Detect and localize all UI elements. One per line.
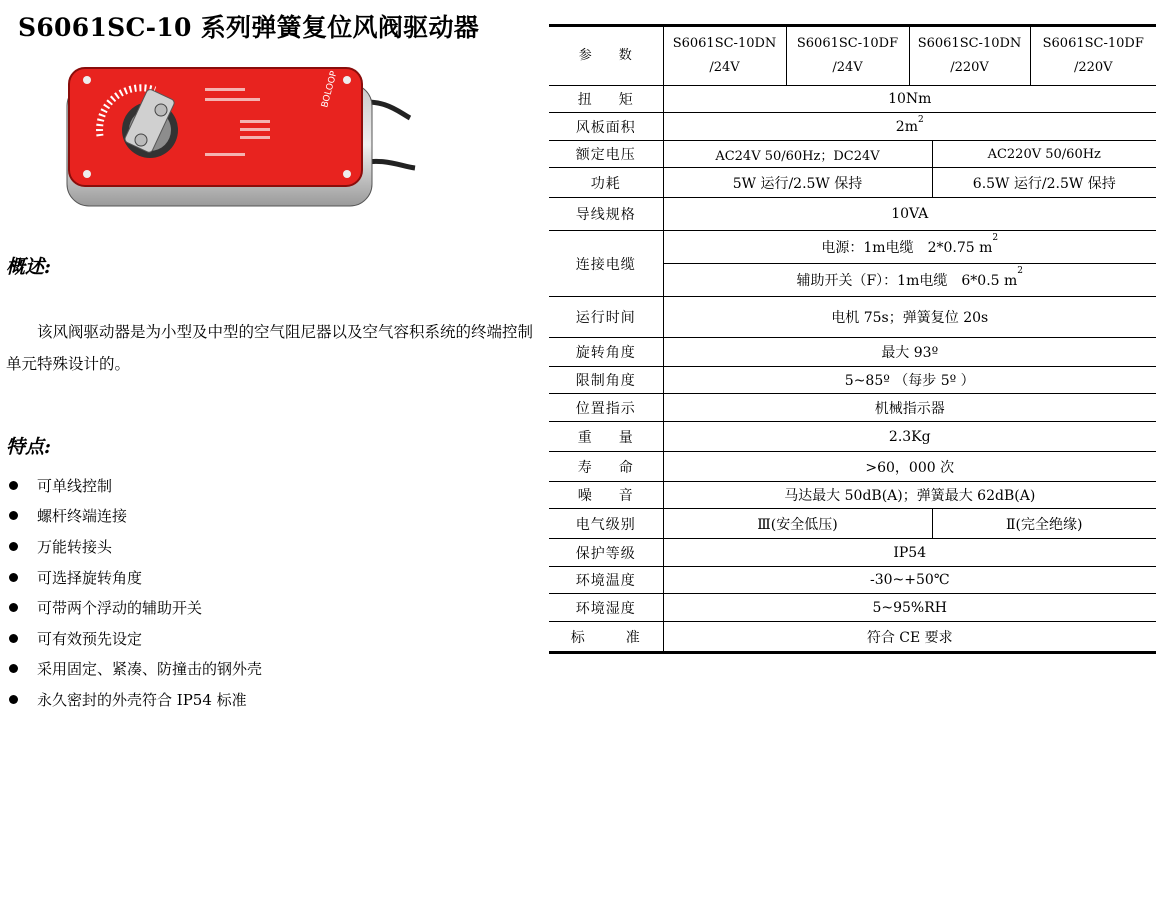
feature-item: 采用固定、紧凑、防撞击的钢外壳	[6, 654, 262, 685]
spec-row-env-humidity: 环境湿度 5~95%RH	[549, 594, 1156, 622]
model-header: S6061SC-10DF /220V	[1030, 26, 1156, 86]
bullet-icon	[9, 695, 18, 704]
feature-item: 螺杆终端连接	[6, 501, 262, 532]
model-header: S6061SC-10DN /24V	[663, 26, 786, 86]
spec-table	[549, 24, 1156, 654]
feature-item: 可选择旋转角度	[6, 562, 262, 593]
spec-header-row	[549, 26, 1156, 86]
spec-row-run-time: 运行时间 电机 75s；弹簧复位 20s	[549, 297, 1156, 338]
spec-row-limit: 限制角度 5~85º （每步 5º ）	[549, 367, 1156, 394]
spec-row-rotation: 旋转角度 最大 93º	[549, 338, 1156, 367]
spec-row-cable-2: 辅助开关（F）：1m电缆 6*0.5 $m^2$	[549, 264, 1156, 297]
spec-row-electric-class: 电气级别 Ⅲ(安全低压) Ⅱ(完全绝缘)	[549, 509, 1156, 539]
bullet-icon	[9, 573, 18, 582]
overview-text: 该风阀驱动器是为小型及中型的空气阻尼器以及空气容积系统的终端控制单元特殊设计的。	[6, 323, 534, 373]
spec-row-cable-1: 连接电缆 电源：1m电缆 2*0.75 $m^2$	[549, 231, 1156, 264]
actuator-red-cover	[69, 68, 362, 186]
feature-item: 可有效预先设定	[6, 623, 262, 654]
spec-row-power: 功耗 5W 运行/2.5W 保持 6.5W 运行/2.5W 保持	[549, 168, 1156, 198]
actuator-photo	[55, 58, 425, 218]
page-title: S6061SC-10 系列弹簧复位风阀驱动器	[18, 13, 480, 42]
bullet-icon	[9, 664, 18, 673]
spec-row-standard: 标 准 符合 CE 要求	[549, 622, 1156, 653]
spec-row-life: 寿 命 >60，000 次	[549, 452, 1156, 482]
model-header: S6061SC-10DN /220V	[909, 26, 1030, 86]
spec-row-rated-voltage: 额定电压 AC24V 50/60Hz；DC24V AC220V 50/60Hz	[549, 141, 1156, 168]
spec-row-noise: 噪 音 马达最大 50dB(A)；弹簧最大 62dB(A)	[549, 482, 1156, 509]
feature-item: 永久密封的外壳符合 IP54 标准	[6, 684, 262, 715]
feature-item: 万能转接头	[6, 531, 262, 562]
spec-row-torque: 扭 矩 10Nm	[549, 86, 1156, 113]
spec-row-wire: 导线规格 10VA	[549, 198, 1156, 231]
bullet-icon	[9, 603, 18, 612]
features-list	[6, 470, 262, 715]
param-header: 参 数	[549, 26, 663, 86]
bullet-icon	[9, 542, 18, 551]
bullet-icon	[9, 481, 18, 490]
spec-row-protection: 保护等级 IP54	[549, 539, 1156, 567]
brand-label: BOLOOP	[320, 70, 340, 109]
feature-item: 可单线控制	[6, 470, 262, 501]
model-header: S6061SC-10DF /24V	[786, 26, 909, 86]
bullet-icon	[9, 511, 18, 520]
features-heading: 特点:	[6, 436, 52, 458]
spec-row-weight: 重 量 2.3Kg	[549, 422, 1156, 452]
spec-row-damper-area: 风板面积 $2m^2$	[549, 113, 1156, 141]
spec-row-position: 位置指示 机械指示器	[549, 394, 1156, 422]
bullet-icon	[9, 634, 18, 643]
overview-heading: 概述:	[6, 256, 52, 278]
feature-item: 可带两个浮动的辅助开关	[6, 592, 262, 623]
spec-row-env-temp: 环境温度 -30~+50℃	[549, 567, 1156, 594]
